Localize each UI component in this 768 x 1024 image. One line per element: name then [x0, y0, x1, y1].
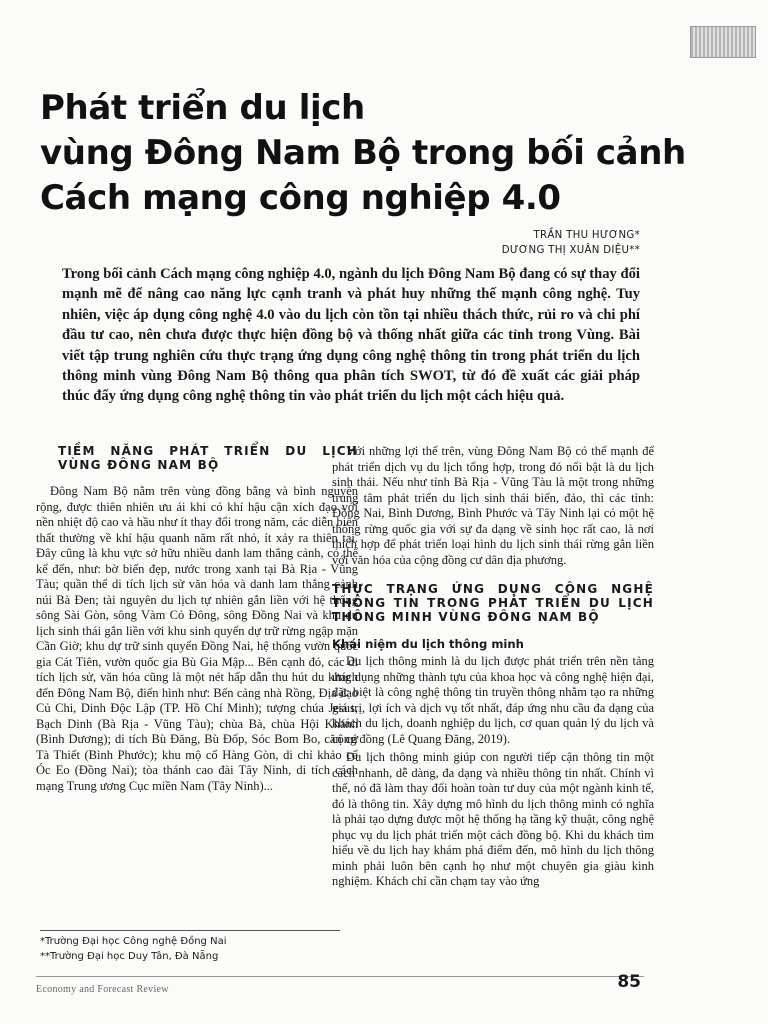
footnote-2: **Trường Đại học Duy Tân, Đà Nẵng: [40, 950, 219, 962]
footer-divider: [36, 976, 644, 977]
title-line-2: vùng Đông Nam Bộ trong bối cảnh: [40, 133, 686, 173]
article-title: [40, 86, 700, 221]
section-heading-status: THỰC TRẠNG ỨNG DỤNG CÔNG NGHỆ THÔNG TIN TRONG PHÁT TRIỂN DU LỊCH THÔNG MINH VÙNG ĐÔNG NAM BỘ: [332, 582, 654, 625]
author-2: DƯƠNG THỊ XUÂN DIỆU**: [501, 245, 640, 256]
title-line-3: Cách mạng công nghiệp 4.0: [40, 178, 561, 218]
left-column: [36, 444, 358, 794]
journal-name: Economy and Forecast Review: [36, 984, 169, 995]
footnotes: [40, 930, 340, 964]
author-list: [502, 228, 640, 258]
body-paragraph: Đông Nam Bộ nằm trên vùng đồng bằng và bình nguyên rộng, được thiên nhiên ưu ái khi có khí hậu cận xích đạo với nền nhiệt độ cao và hầu như ít thay đổi trong năm, các diễn biến thất thường về khí hậu quanh năm rất nhỏ, ít xảy ra thiên tai. Đây cũng là khu vực sở hữu nhiều danh lam thắng cảnh, có thể kể đến, như: bờ biển đẹp, nước trong xanh tại Bà Rịa - Vũng Tàu; quần thể di tích lịch sử văn hóa và danh lam thắng cảnh núi Bà Đen; tài nguyên du lịch tự nhiên gắn liền với hệ thống sông Sài Gòn, sông Vàm Cỏ Đông, sông Đồng Nai và khu du lịch sinh thái gắn liền với khu sinh quyển dự trữ rừng ngập mặn Cần Giờ; khu dự trữ sinh quyển Đồng Nai, hệ thống vườn quốc gia Cát Tiên, vườn quốc gia Bù Gia Mập... Bên cạnh đó, các di tích lịch sử, văn hóa cũng là một nét hấp dẫn thu hút du khách đến Đông Nam Bộ, điển hình như: Bến cảng nhà Rồng, Địa đạo Củ Chi, Dinh Độc Lập (TP. Hồ Chí Minh); tượng chúa Jesus, Bạch Dinh (Bà Rịa - Vũng Tàu); chùa Bà, chùa Hội Khánh (Bình Dương); di tích Bù Đăng, Bù Đốp, Sóc Bom Bo, căn cứ Tà Thiết (Bình Phước); khu mộ cổ Hàng Gòn, di chỉ khảo cổ Óc Eo (Đồng Nai); tòa thánh cao đài Tây Ninh, di tích cách mạng Trung ương Cục miền Nam (Tây Ninh)...: [36, 484, 358, 793]
abstract: Trong bối cảnh Cách mạng công nghiệp 4.0, ngành du lịch Đông Nam Bộ đang có sự thay đổi mạnh mẽ để nâng cao năng lực cạnh tranh và phát huy những thế mạnh công nghệ. Tuy nhiên, việc áp dụng công nghệ 4.0 vào du lịch còn tồn tại nhiều thách thức, rủi ro và chi phí đầu tư cao, nên chưa được thực hiện đồng bộ và thống nhất giữa các tỉnh trong Vùng. Bài viết tập trung nghiên cứu thực trạng ứng dụng công nghệ thông tin trong phát triển du lịch thông minh vùng Đông Nam Bộ thông qua phân tích SWOT, từ đó đề xuất các giải pháp thúc đẩy ứng dụng công nghệ thông tin vào phát triển du lịch một cách hiệu quả.: [62, 266, 640, 405]
section-heading-potential: TIỀM NĂNG PHÁT TRIỂN DU LỊCH VÙNG ĐÔNG NAM BỘ: [58, 444, 358, 473]
right-column: [332, 444, 654, 890]
title-line-1: Phát triển du lịch: [40, 88, 365, 128]
footnote-1: *Trường Đại học Công nghệ Đồng Nai: [40, 936, 227, 947]
body-paragraph: Với những lợi thế trên, vùng Đông Nam Bộ có thế mạnh để phát triển dịch vụ du lịch tổng hợp, trong đó nổi bật là du lịch sinh thái. Nếu như tỉnh Bà Rịa - Vũng Tàu là một trong những trung tâm phát triển du lịch sinh thái biển, đảo, thì các tỉnh: Đồng Nai, Bình Dương, Bình Phước và Tây Ninh lại có một hệ thống rừng quốc gia với sự đa dạng về sinh học rất cao, là nơi thích hợp để phát triển loại hình du lịch sinh thái rừng gắn liền với văn hóa của cộng đồng cư dân địa phương.: [332, 444, 654, 567]
body-paragraph: Du lịch thông minh là du lịch được phát triển trên nền tảng ứng dụng những thành tựu của khoa học và công nghệ hiện đại, đặc biệt là công nghệ thông tin truyền thông nhằm tạo ra những giá trị, lợi ích và dịch vụ tốt nhất, đáp ứng nhu cầu đa dạng của khách du lịch, doanh nghiệp du lịch, cơ quan quản lý du lịch và cộng đồng (Lê Quang Đăng, 2019).: [332, 654, 654, 746]
body-paragraph: Du lịch thông minh giúp con người tiếp cận thông tin một cách nhanh, dễ dàng, đa dạng và nhiều thông tin nhất. Chính vì thế, nó đã làm thay đổi hoàn toàn tư duy của một ngành kinh tế, đó là thông tin. Xây dựng mô hình du lịch thông minh có nghĩa là phải tạo dựng được một hệ thống hạ tầng kỹ thuật, công nghệ phục vụ du lịch phát triển một cách đồng bộ. Khi du khách tìm hiểu về du lịch hay khám phá điểm đến, mô hình du lịch thông minh phải luôn bên cạnh họ như một chuyên gia giàu kinh nghiệm. Khách chỉ cần chạm tay vào ứng: [332, 750, 654, 889]
page-number: 85: [617, 972, 641, 992]
subsection-heading: Khái niệm du lịch thông minh: [332, 636, 524, 651]
library-stamp: [690, 26, 756, 58]
author-1: TRẦN THU HƯƠNG*: [533, 230, 640, 241]
